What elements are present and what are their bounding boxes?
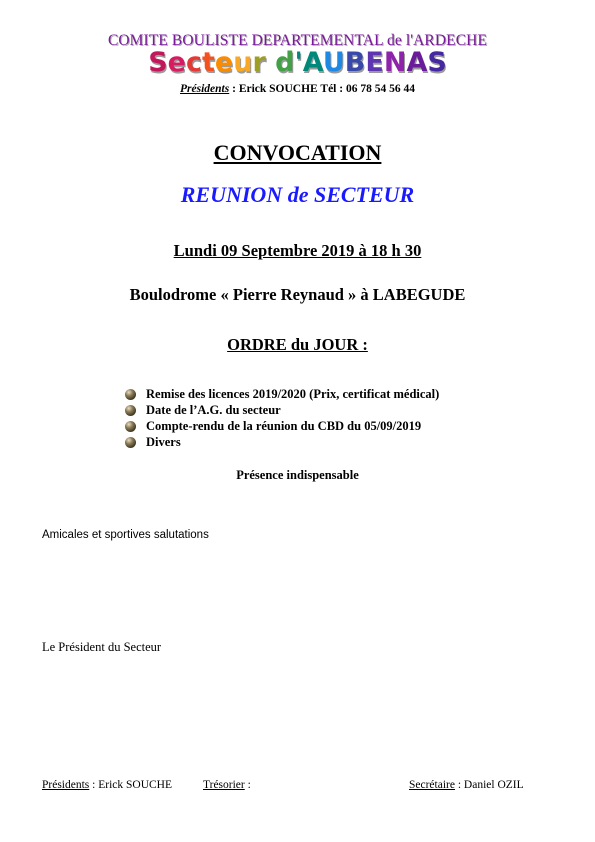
footer-secretaire-label: Secrétaire — [409, 779, 455, 791]
salutations: Amicales et sportives salutations — [42, 529, 209, 541]
footer-tresorier — [203, 779, 251, 791]
footer-presidents-value: : Erick SOUCHE — [89, 779, 173, 791]
sector-logo — [0, 47, 595, 78]
logo-char: t — [201, 47, 215, 78]
bullet-icon — [125, 405, 136, 416]
logo-char: U — [322, 47, 345, 78]
footer-secretaire — [409, 779, 524, 791]
agenda-title: ORDRE du JOUR : — [227, 335, 368, 354]
logo-char: A — [302, 47, 323, 78]
footer-presidents-label: Présidents — [42, 779, 90, 791]
bullet-icon — [125, 389, 136, 400]
logo-char: r — [252, 47, 266, 78]
logo-char: u — [233, 47, 253, 78]
logo-char: A — [406, 47, 428, 78]
logo-char: e — [214, 47, 234, 78]
organization-title: COMITE BOULISTE DEPARTEMENTAL de l'ARDECHE — [107, 32, 488, 49]
footer-presidents — [42, 779, 172, 791]
logo-char: e — [167, 47, 186, 78]
agenda-item — [125, 434, 439, 450]
presidents-label: Présidents — [180, 83, 230, 95]
agenda-list — [125, 386, 439, 450]
logo-char: B — [344, 47, 366, 78]
meeting-venue: Boulodrome « Pierre Reynaud » à LABEGUDE — [129, 285, 466, 304]
logo-char: S — [148, 47, 168, 78]
logo-char — [266, 47, 275, 78]
agenda-item-text: Date de l’A.G. du secteur — [146, 402, 281, 417]
presence-note: Présence indispensable — [236, 468, 359, 482]
presidents-contact — [0, 83, 595, 95]
document-title: CONVOCATION — [213, 140, 382, 165]
agenda-item-text: Compte-rendu de la réunion du CBD du 05/09/2019 — [146, 418, 422, 433]
footer-secretaire-value: : Daniel OZIL — [454, 779, 524, 791]
logo-char: S — [427, 47, 447, 78]
logo-char: d — [275, 47, 295, 78]
footer-tresorier-label: Trésorier — [203, 779, 245, 791]
agenda-item — [125, 418, 439, 434]
logo-char: ' — [294, 47, 303, 78]
signature-line: Le Président du Secteur — [42, 640, 162, 654]
logo-char: c — [185, 47, 202, 78]
agenda-item — [125, 402, 439, 418]
agenda-item-text: Divers — [146, 434, 181, 449]
logo-char: E — [365, 47, 384, 78]
agenda-item-text: Remise des licences 2019/2020 (Prix, certificat médical) — [146, 386, 440, 401]
bullet-icon — [125, 421, 136, 432]
document-subtitle: REUNION de SECTEUR — [180, 182, 415, 207]
bullet-icon — [125, 437, 136, 448]
presidents-contact-value: : Erick SOUCHE Tél : 06 78 54 56 44 — [229, 83, 415, 95]
logo-char: N — [383, 47, 407, 78]
meeting-date: Lundi 09 Septembre 2019 à 18 h 30 — [173, 241, 422, 260]
agenda-item — [125, 386, 439, 402]
footer-tresorier-value: : — [244, 779, 251, 791]
